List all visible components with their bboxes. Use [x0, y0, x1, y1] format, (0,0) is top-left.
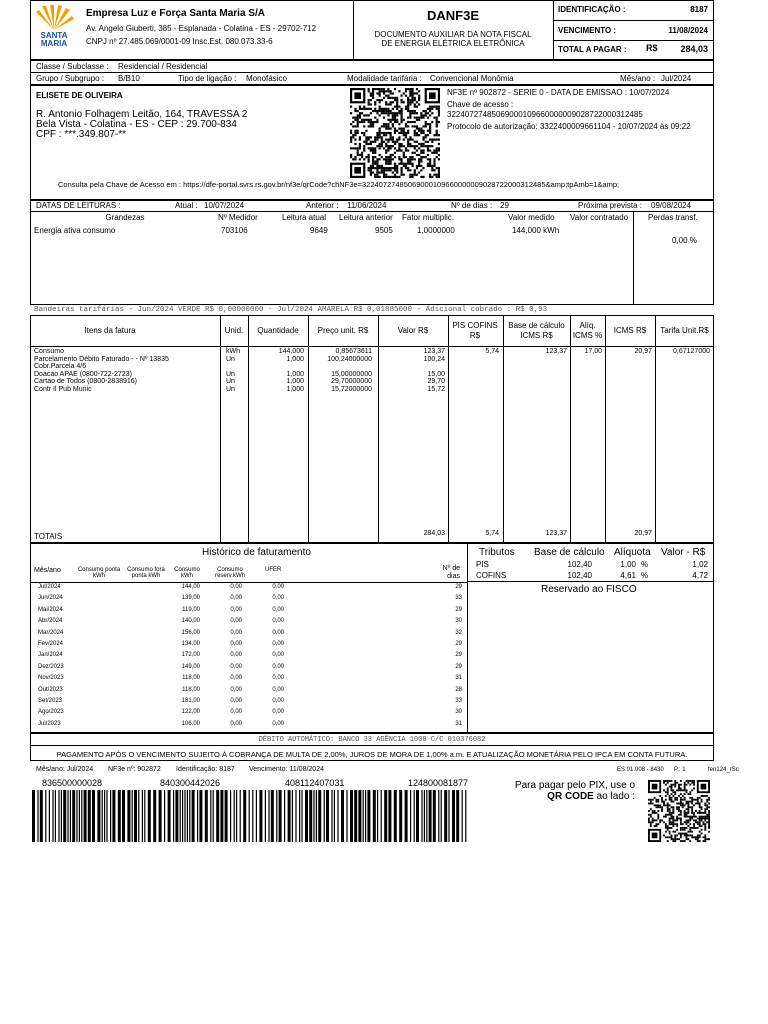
history-mes: Nov/2023 — [38, 675, 64, 682]
company-logo — [34, 4, 74, 32]
history-consumo: 118,00 — [182, 675, 200, 682]
history-consumo: 140,00 — [181, 618, 200, 625]
pix-qr-suffix: ao lado : — [593, 791, 635, 802]
item-pis: 5,74 — [485, 348, 499, 355]
history-consumo: 181,00 — [181, 698, 200, 704]
history-consumo: 144,00 — [181, 584, 200, 590]
history-ufer: 0,00 — [272, 584, 284, 590]
item-unid: Un — [226, 370, 235, 378]
tributo-base: 102,40 — [567, 571, 592, 580]
history-consumo: 149,00 — [181, 663, 200, 670]
linha-digitavel-2: 840300442026 — [160, 778, 221, 788]
tributos-header-name: Tributos — [479, 547, 515, 558]
history-mes: Jan/2024 — [38, 652, 63, 659]
item-desc: Parcelamento Débito Faturado - - Nº 13835 — [34, 355, 169, 363]
items-header-tarifa: Tarifa Unit.R$ — [660, 326, 709, 335]
history-mes: Jul/2024 — [38, 584, 61, 590]
history-dias: 33 — [455, 698, 462, 704]
modalidade-label: Modalidade tarifária : — [347, 74, 422, 83]
tributos-header-base: Base de cálculo — [534, 547, 605, 558]
readings-header-perdas: Perdas transf. — [648, 213, 698, 222]
history-dias: 31 — [455, 720, 462, 727]
nf-chave-value: 32240727485069000109660000009028722000312485 — [447, 110, 643, 119]
readings-proxima-label: Próxima prevista : — [578, 201, 643, 210]
customer-name: ELISETE DE OLIVEIRA — [36, 91, 123, 100]
item-tarifa: 0,67127000 — [673, 348, 710, 355]
history-consumo: 156,00 — [181, 629, 200, 636]
history-dias: 29 — [455, 641, 462, 647]
history-dias: 29 — [455, 652, 462, 659]
pix-text-1: Para pagar pelo PIX, use o — [514, 780, 635, 791]
readings-header-grandezas: Grandezas — [105, 213, 145, 222]
item-aliq: 17,00 — [584, 348, 602, 355]
readings-dias-label: Nº de dias : — [451, 201, 493, 210]
aviso-multa: PAGAMENTO APÓS O VENCIMENTO SUJEITO À COBRANÇA DE MULTA DE 2,00%, JUROS DE MORA DE 1,00% a.m. E ATUALIZAÇÃO MONETÁRIA PELO IPCA EM CONTA FUTURA. — [56, 750, 688, 759]
customer-cpf: CPF : ***.349.807-** — [36, 129, 127, 140]
doc-subtitle-1: DOCUMENTO AUXILIAR DA NOTA FISCAL — [374, 30, 532, 39]
footer-ident: Identificação: 8187 — [176, 766, 235, 773]
history-consumo: 134,00 — [181, 641, 200, 647]
items-totals-base: 123,37 — [545, 530, 567, 537]
total-value: 284,03 — [680, 44, 708, 54]
tributo-name: COFINS — [476, 571, 507, 580]
mesano-label: Mês/ano : — [620, 74, 656, 83]
history-ufer: 0,00 — [272, 709, 284, 716]
total-label: TOTAL A PAGAR : — [558, 45, 627, 54]
item-desc: Cartao de Todos (0800-2838916) — [34, 378, 138, 385]
item-qtd: 1,000 — [286, 355, 304, 363]
tributo-name: PIS — [476, 560, 489, 569]
modalidade-value: Convencional Monômia — [430, 74, 514, 83]
readings-atual: 9649 — [310, 226, 328, 235]
payment-barcode — [30, 790, 468, 842]
history-header-dias: Nº de dias — [442, 565, 460, 580]
ligacao-value: Monofásico — [246, 74, 287, 83]
tributo-valor: 1,02 — [692, 560, 708, 569]
history-dias: 29 — [455, 584, 462, 590]
logo-text-2: MARIA — [40, 39, 68, 48]
company-cnpj: CNPJ nº 27.485.069/0001-09 Insc.Est. 080.073.33-6 — [86, 37, 273, 46]
history-reserv: 0,00 — [230, 720, 242, 727]
pix-qr-label: QR CODE — [547, 791, 594, 802]
history-mes: Jul/2023 — [38, 720, 61, 727]
reservado-fisco: Reservado ao FISCO — [541, 584, 637, 595]
doc-title: DANF3E — [426, 8, 479, 23]
id-label: IDENTIFICAÇÃO : — [558, 5, 626, 14]
history-mes: Mar/2024 — [38, 629, 64, 636]
item-valor: 29,70 — [427, 378, 445, 385]
history-reserv: 0,00 — [230, 698, 242, 704]
history-consumo: 139,00 — [181, 595, 200, 602]
grupo-label: Grupo / Subgrupo : — [36, 74, 105, 83]
readings-medidor: 703106 — [221, 226, 248, 235]
nf-chave-label: Chave de acesso : — [447, 100, 514, 109]
readings-perdas: 0,00 % — [672, 236, 697, 245]
items-header-base: Base de cálculo ICMS R$ — [508, 321, 565, 340]
bandeiras-tarifarias: Bandeiras tarifárias - Jun/2024 VERDE R$ 0,00000000 - Jul/2024 AMARELA R$ 0,01885000 - Adicional cobrado : R$ 0,93 — [34, 306, 548, 314]
history-reserv: 0,00 — [230, 595, 242, 602]
history-ufer: 0,00 — [272, 629, 284, 636]
readings-grandeza: Energia ativa consumo — [34, 226, 116, 235]
items-header-itens: Itens da fatura — [84, 326, 136, 335]
history-reserv: 0,00 — [230, 652, 242, 659]
items-totals-label: TOTAIS — [34, 532, 63, 541]
classe-value: Residencial / Residencial — [118, 62, 208, 71]
total-currency: R$ — [646, 43, 658, 53]
history-reserv: 0,00 — [230, 629, 242, 636]
history-ufer: 0,00 — [272, 720, 284, 727]
history-consumo: 172,00 — [181, 652, 200, 659]
history-header-fora: Consumo fora ponta kWh — [127, 567, 165, 579]
item-desc: Consumo — [34, 348, 64, 355]
history-header-reserv: Consumo reserv.kWh — [215, 567, 245, 579]
id-value: 8187 — [690, 5, 708, 14]
tributos-header-valor: Valor - R$ — [661, 547, 706, 558]
history-dias: 28 — [455, 686, 462, 693]
linha-digitavel-4: 124800081877 — [408, 778, 469, 788]
history-dias: 29 — [455, 663, 462, 670]
history-header-ufer: UFER — [265, 567, 282, 573]
history-mes: Ago/2023 — [38, 709, 64, 716]
history-header-mes: Mês/ano — [34, 567, 61, 574]
history-ufer: 0,00 — [272, 675, 284, 682]
history-mes: Out/2023 — [38, 686, 63, 693]
tributos-header-aliq: Alíquota — [614, 547, 651, 558]
readings-anterior-value: 11/06/2024 — [347, 201, 387, 210]
history-mes: Abr/2024 — [38, 618, 63, 625]
mesano-value: Jul/2024 — [661, 74, 692, 83]
readings-dias-value: 29 — [500, 201, 509, 210]
classe-label: Classe / Subclasse : — [36, 62, 109, 71]
history-dias: 29 — [455, 606, 462, 613]
history-reserv: 0,00 — [230, 675, 242, 682]
history-reserv: 0,00 — [230, 641, 242, 647]
customer-address-2: Bela Vista - Colatina - ES - CEP : 29.700-834 — [36, 119, 237, 130]
item-preco: 15,00000000 — [331, 370, 372, 378]
footer-cod: fen124_rSc — [708, 767, 739, 773]
company-address: Av. Angelo Giuberti, 385 - Esplanada - Colatina - ES - 29702-712 — [86, 24, 317, 33]
grupo-value: B/B10 — [118, 74, 140, 83]
item-preco: 100,24000000 — [327, 355, 372, 363]
history-mes: Jun/2024 — [38, 595, 63, 602]
history-reserv: 0,00 — [230, 618, 242, 625]
readings-header-fator: Fator multiplic. — [402, 213, 455, 222]
history-header-consumo: Consumo kWh — [174, 567, 200, 579]
item-base: 123,37 — [545, 348, 567, 355]
history-reserv: 0,00 — [230, 584, 242, 590]
nf-protocolo: Protocolo de autorização: 3322400009661104 - 10/07/2024 às 09:22 — [447, 122, 691, 131]
items-header-preco: Preço unit. R$ — [317, 326, 369, 335]
item-unid: Un — [226, 385, 235, 393]
item-icms: 20,97 — [634, 348, 652, 355]
items-header-unid: Unid. — [224, 326, 244, 335]
due-label: VENCIMENTO : — [558, 26, 617, 35]
item-desc: Contr Il Pub Munic — [34, 385, 92, 393]
items-header-pis: PIS COFINS R$ — [452, 321, 498, 340]
items-totals-icms: 20,97 — [634, 530, 652, 537]
items-header-qtd: Quantidade — [257, 326, 299, 335]
readings-fator: 1,0000000 — [417, 226, 455, 235]
history-ufer: 0,00 — [272, 641, 284, 647]
item-preco: 29,70000000 — [331, 378, 372, 385]
readings-medido: 144,000 kWh — [512, 226, 560, 235]
history-ufer: 0,00 — [272, 595, 284, 602]
readings-header-medido: Valor medido — [508, 213, 555, 222]
history-mes: Mai/2024 — [38, 606, 63, 613]
item-unid: Un — [226, 355, 235, 363]
history-header-ponta: Consumo ponta kWh — [77, 567, 121, 579]
footer-es: ES.01.008 - 8430 — [617, 767, 664, 773]
item-unid: kWh — [226, 348, 240, 355]
nf-number: NF3E nº 902872 - SERIE 0 - DATA DE EMISSAO : 10/07/2024 — [447, 88, 670, 97]
item-qtd: 1,000 — [286, 378, 304, 385]
readings-header-anterior: Leitura anterior — [339, 213, 393, 222]
doc-subtitle-2: DE ENERGIA ELÉTRICA ELETRÔNICA — [381, 39, 525, 48]
debito-automatico: DÉBITO AUTOMÁTICO: BANCO 33 AGÊNCIA 1008 C/C 010376082 — [258, 736, 486, 744]
history-dias: 30 — [455, 618, 462, 625]
history-ufer: 0,00 — [272, 652, 284, 659]
history-reserv: 0,00 — [230, 686, 242, 693]
footer-nf: NF3e nº: 902872 — [108, 766, 161, 773]
readings-header-atual: Leitura atual — [282, 213, 327, 222]
footer-pagina: P.: 1 — [674, 767, 686, 773]
history-dias: 33 — [455, 595, 462, 602]
item-valor: 123,37 — [423, 348, 445, 355]
history-mes: Dez/2023 — [38, 663, 64, 670]
linha-digitavel-3: 408112407031 — [285, 778, 345, 788]
item-preco: 0,85673611 — [335, 348, 372, 355]
linha-digitavel-1: 836500000028 — [42, 778, 103, 788]
ligacao-label: Tipo de ligação : — [178, 74, 237, 83]
nf-qr-code — [350, 88, 440, 178]
readings-proxima-value: 09/08/2024 — [651, 201, 692, 210]
items-header-valor: Valor R$ — [397, 326, 429, 335]
tributo-aliq: 1,00 — [620, 560, 636, 569]
readings-header-contratado: Valor contratado — [570, 213, 629, 222]
footer-mesano: Mês/ano: Jul/2024 — [36, 766, 94, 773]
item-qtd: 1,000 — [286, 370, 304, 378]
item-valor: 15,72 — [427, 385, 445, 393]
pix-text-2 — [500, 791, 635, 802]
history-reserv: 0,00 — [230, 709, 242, 716]
item-qtd: 1,000 — [286, 385, 304, 393]
history-ufer: 0,00 — [272, 698, 284, 704]
history-mes: Fev/2024 — [38, 641, 64, 647]
company-name: Empresa Luz e Força Santa Maria S/A — [86, 8, 265, 19]
history-ufer: 0,00 — [272, 686, 284, 693]
pix-qr-code — [648, 780, 710, 842]
item-desc: Cobr.Parcela 4/6 — [34, 363, 87, 370]
history-title: Histórico de faturamento — [202, 547, 311, 558]
item-valor: 100,24 — [423, 355, 445, 363]
readings-anterior-label: Anterior : — [306, 201, 339, 210]
item-preco: 15,72000000 — [331, 385, 372, 393]
item-qtd: 144,000 — [278, 348, 304, 355]
history-dias: 31 — [455, 675, 462, 682]
nf-consulta-link[interactable]: Consulta pela Chave de Acesso em : https://dfe-portal.svrs.rs.gov.br/nf3e/qrCode?chNF3e=32240727485069000109660000009028722000312485&amp;tpAmb=1&amp; — [58, 180, 620, 189]
history-mes: Set/2023 — [38, 698, 63, 704]
history-ufer: 0,00 — [272, 663, 284, 670]
tributo-aliq: 4,61 — [620, 571, 636, 580]
item-unid: Un — [226, 378, 235, 385]
tributo-base: 102,40 — [567, 560, 592, 569]
items-header-icms: ICMS R$ — [613, 326, 647, 335]
history-ufer: 0,00 — [272, 606, 284, 613]
history-dias: 32 — [455, 629, 462, 636]
items-totals-valor: 284,03 — [423, 530, 445, 537]
readings-datas-label: DATAS DE LEITURAS : — [36, 201, 121, 210]
item-desc: Doacao APAE (0800-722-2723) — [34, 370, 132, 378]
history-consumo: 106,00 — [181, 720, 200, 727]
history-consumo: 122,00 — [181, 709, 200, 716]
history-consumo: 118,00 — [182, 686, 200, 693]
readings-atual-value: 10/07/2024 — [204, 201, 245, 210]
history-reserv: 0,00 — [230, 663, 242, 670]
logo-text-1: SANTA — [40, 31, 68, 40]
tributo-pct: % — [641, 560, 649, 569]
history-consumo: 119,00 — [182, 606, 200, 613]
tributo-pct: % — [641, 571, 649, 580]
due-value: 11/08/2024 — [668, 26, 708, 35]
item-valor: 15,00 — [427, 370, 445, 378]
items-totals-pis: 5,74 — [485, 530, 499, 537]
readings-atual-label: Atual : — [175, 201, 198, 210]
readings-header-medidor: Nº Medidor — [218, 213, 258, 222]
history-reserv: 0,00 — [230, 606, 242, 613]
history-dias: 30 — [455, 709, 462, 716]
tributo-valor: 4,72 — [692, 571, 708, 580]
footer-venc: Vencimento: 11/08/2024 — [249, 766, 324, 773]
history-ufer: 0,00 — [272, 618, 284, 625]
readings-anterior: 9505 — [375, 226, 393, 235]
items-header-aliq: Alíq. ICMS % — [572, 321, 603, 340]
customer-address-1: R. Antonio Folhagem Leitão, 164, TRAVESSA 2 — [36, 109, 248, 120]
